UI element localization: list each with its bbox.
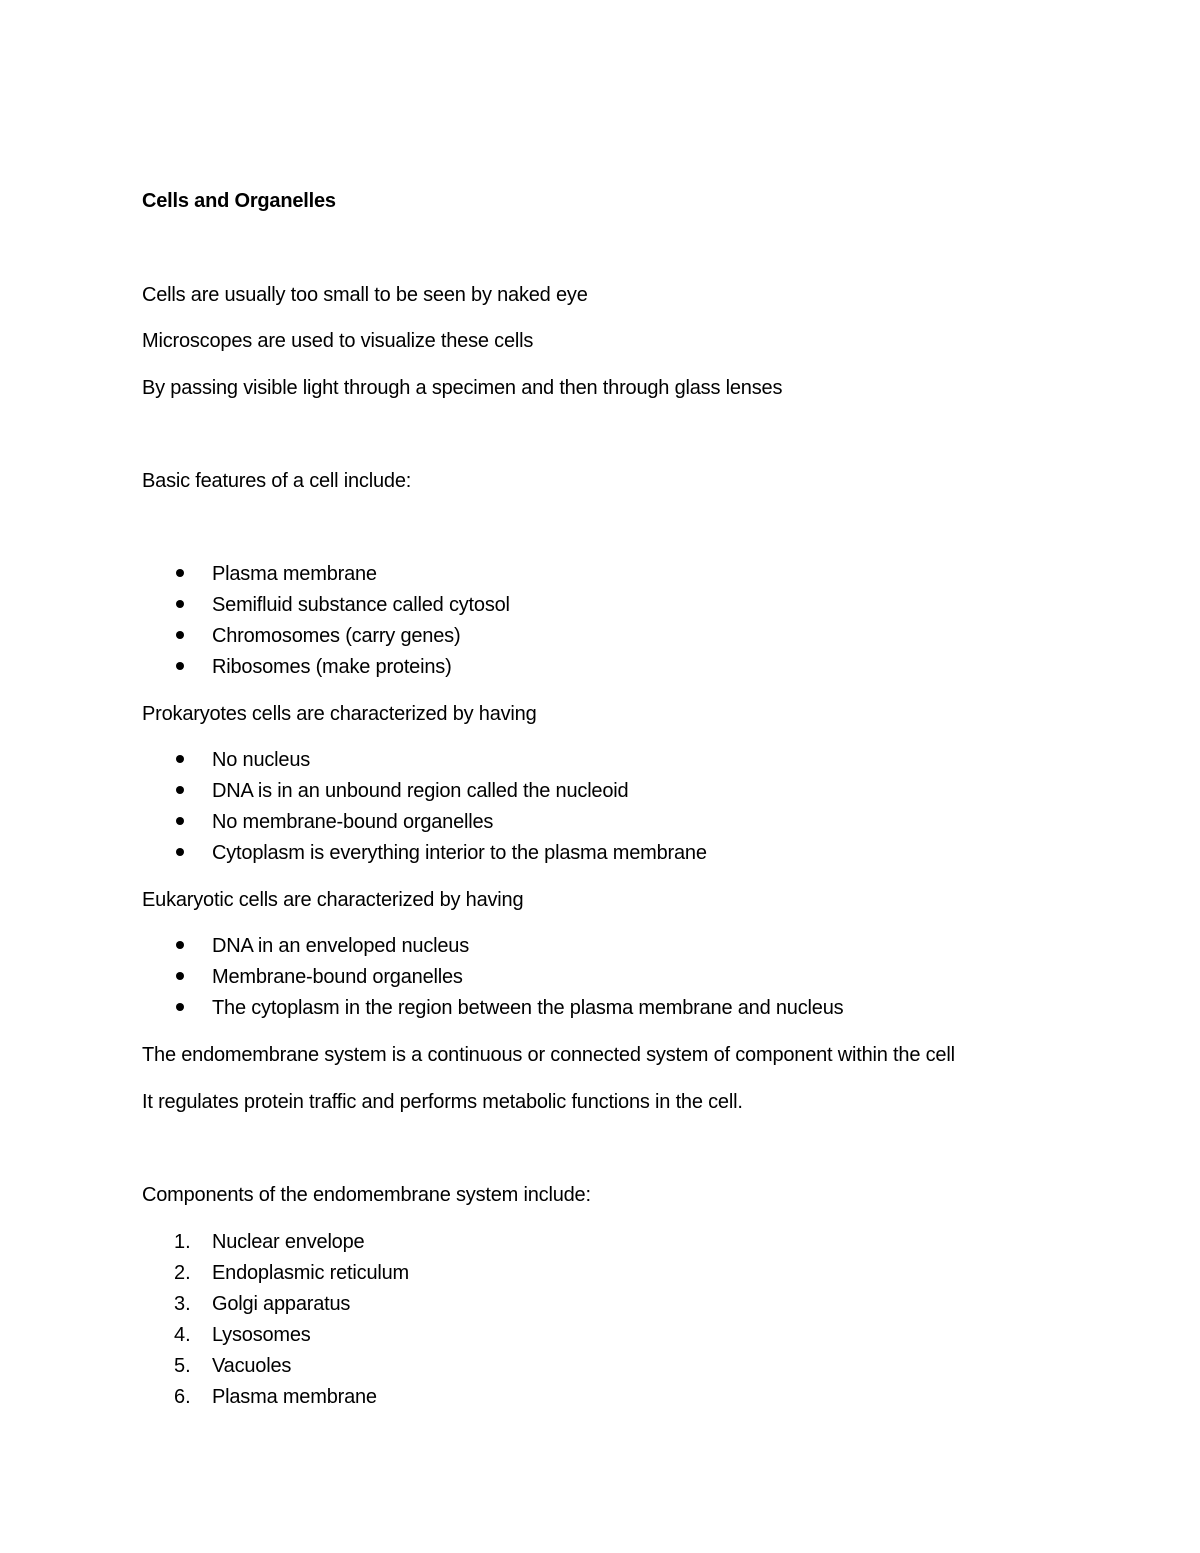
prokaryotes-heading: Prokaryotes cells are characterized by having xyxy=(142,703,537,725)
eukaryote-item: Membrane-bound organelles xyxy=(212,966,463,988)
eukaryote-item: DNA in an enveloped nucleus xyxy=(212,935,470,957)
bullet-icon xyxy=(176,848,184,856)
bullet-icon xyxy=(176,941,184,949)
bullet-icon xyxy=(176,817,184,825)
component-item: Endoplasmic reticulum xyxy=(212,1262,409,1284)
prokaryote-item: No nucleus xyxy=(212,749,311,771)
basic-feature-item: Chromosomes (carry genes) xyxy=(212,625,461,647)
basic-feature-item: Semifluid substance called cytosol xyxy=(212,594,510,616)
basic-feature-item: Plasma membrane xyxy=(212,563,377,585)
bullet-icon xyxy=(176,662,184,670)
component-item: Lysosomes xyxy=(212,1324,311,1346)
prokaryote-item: DNA is in an unbound region called the nucleoid xyxy=(212,780,629,802)
components-heading: Components of the endomembrane system include: xyxy=(142,1184,591,1206)
component-item: Vacuoles xyxy=(212,1355,292,1377)
endomembrane-line-1: The endomembrane system is a continuous or connected system of component within the cell xyxy=(142,1044,955,1066)
basic-feature-item: Ribosomes (make proteins) xyxy=(212,656,452,678)
eukaryote-item: The cytoplasm in the region between the plasma membrane and nucleus xyxy=(212,997,844,1019)
bullet-icon xyxy=(176,972,184,980)
list-number: 1. xyxy=(174,1231,191,1253)
bullet-icon xyxy=(176,1003,184,1011)
bullet-icon xyxy=(176,600,184,608)
basic-features-heading: Basic features of a cell include: xyxy=(142,470,412,492)
intro-line-2: Microscopes are used to visualize these cells xyxy=(142,330,534,352)
prokaryote-item: Cytoplasm is everything interior to the plasma membrane xyxy=(212,842,707,864)
list-number: 4. xyxy=(174,1324,191,1346)
list-number: 5. xyxy=(174,1355,191,1377)
eukaryotes-heading: Eukaryotic cells are characterized by having xyxy=(142,889,524,911)
bullet-icon xyxy=(176,786,184,794)
list-number: 6. xyxy=(174,1386,191,1408)
list-number: 3. xyxy=(174,1293,191,1315)
intro-line-1: Cells are usually too small to be seen by naked eye xyxy=(142,284,588,306)
component-item: Golgi apparatus xyxy=(212,1293,351,1315)
bullet-icon xyxy=(176,755,184,763)
intro-line-3: By passing visible light through a specimen and then through glass lenses xyxy=(142,377,783,399)
document-title: Cells and Organelles xyxy=(142,190,336,212)
endomembrane-line-2: It regulates protein traffic and performs metabolic functions in the cell. xyxy=(142,1091,743,1113)
component-item: Plasma membrane xyxy=(212,1386,377,1408)
bullet-icon xyxy=(176,631,184,639)
bullet-icon xyxy=(176,569,184,577)
component-item: Nuclear envelope xyxy=(212,1231,365,1253)
list-number: 2. xyxy=(174,1262,191,1284)
prokaryote-item: No membrane-bound organelles xyxy=(212,811,494,833)
